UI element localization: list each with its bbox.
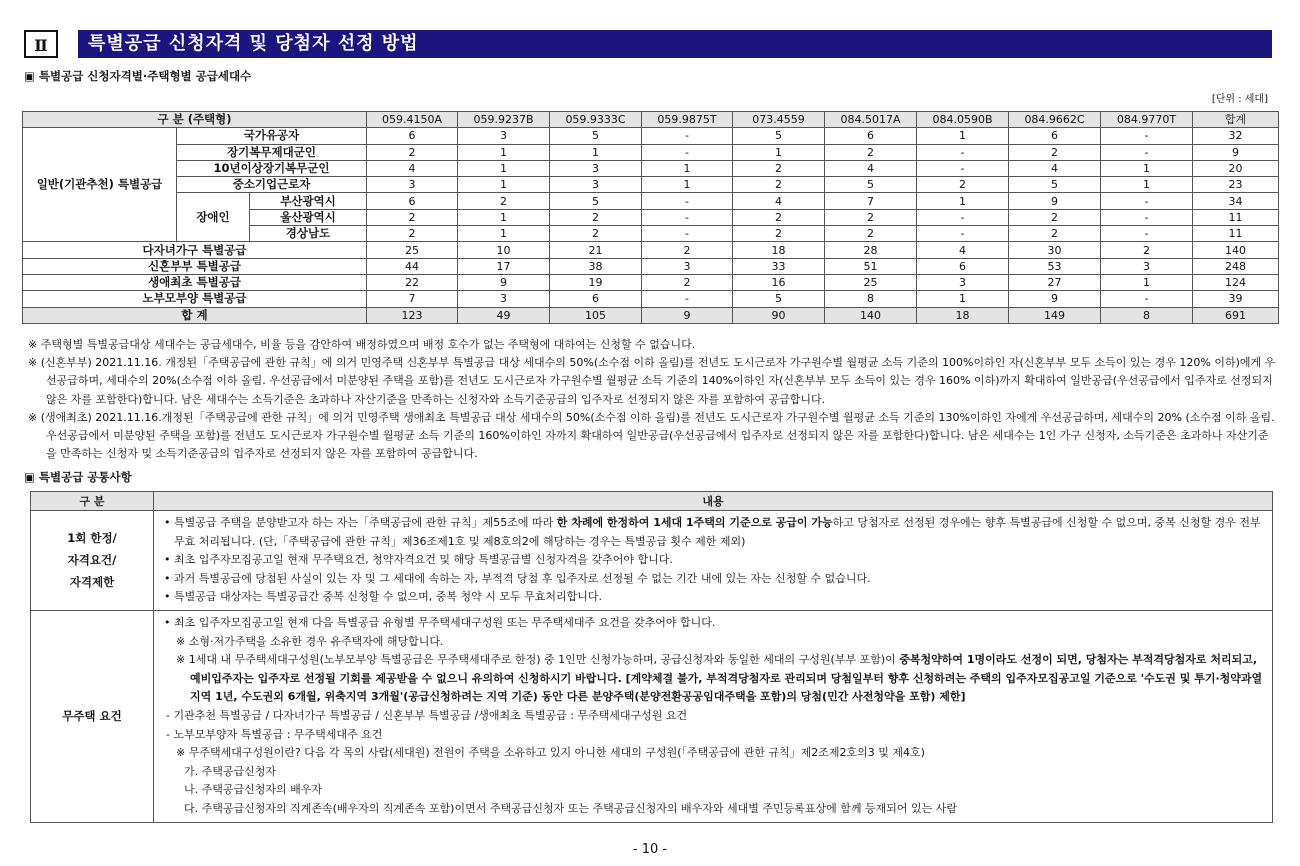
cell: - [917,144,1009,160]
section-header [24,30,1272,60]
row-content [154,511,1273,611]
cell: 2 [733,226,825,242]
row-label: 중소기업근로자 [177,177,367,193]
row-label: 10년이상장기복무군인 [177,160,367,176]
cell: 3 [458,291,550,307]
cell: - [917,209,1009,225]
table-row [23,128,1279,144]
row-total: 20 [1193,160,1279,176]
type-header: 059.9875T [642,112,733,128]
cell: 6 [917,258,1009,274]
cell: 53 [1009,258,1101,274]
cell: 2 [550,209,642,225]
cell: 5 [733,291,825,307]
cell: - [917,160,1009,176]
cell: 105 [550,307,642,323]
cell: 9 [642,307,733,323]
note-item: ※ (신혼부부) 2021.11.16. 개정된「주택공급에 관한 규칙」에 의거 민영주택 신혼부부 특별공급 대상 세대수의 50%(소수점 이하 올림)를 전년도 도시근로자 가구원수별 월평균 소득 기준의 100%이하인 자(신혼부부 모두 소득이 있는 경우 120% 이하)에게 우선공급하며, 세대수의 20%(소수점 이하 올림. 우선공급에서 미분양된 주택을 포함)를 전년도 도시근로자 가구원수별 월평균 소득 기준의 140%이하인 자(신혼부부 모두 소득이 있는 경우 160% 이하)까지 확대하여 일반공급(우선공급에서 입주자로 선정되지 않은 자를 포함한다)합니다. 남은 세대수는 소득기준은 초과하나 자산기준을 만족하는 신청자와 소득기준공급의 입주자로 선정되지 않은 자를 포함하여 공급합니다. [28,356,1276,406]
cell: 3 [550,177,642,193]
row-total: 11 [1193,226,1279,242]
table-row [23,258,1279,274]
row-total: 23 [1193,177,1279,193]
cell: 1 [917,193,1009,209]
row-total: 32 [1193,128,1279,144]
row-total: 140 [1193,242,1279,258]
cell: 30 [1009,242,1101,258]
row-label: 장기복무제대군인 [177,144,367,160]
row-total: 9 [1193,144,1279,160]
cell: 1 [550,144,642,160]
cell: - [642,144,733,160]
cell: 6 [550,291,642,307]
type-header: 084.9770T [1101,112,1193,128]
cell: 25 [367,242,458,258]
row-total: 39 [1193,291,1279,307]
cell: - [642,209,733,225]
cell: 2 [642,242,733,258]
table-row [23,177,1279,193]
label-line: 자격요건/ [67,553,117,568]
content-line: - 노부모부양자 특별공급 : 무주택세대주 요건 [166,727,383,741]
cell: 51 [825,258,917,274]
cell: 4 [733,193,825,209]
cell: - [1101,226,1193,242]
table-row [23,291,1279,307]
cell: 5 [1009,177,1101,193]
type-header: 084.0590B [917,112,1009,128]
cell: 1 [917,128,1009,144]
subheading-common: ▣ 특별공급 공통사항 [24,470,132,484]
cell: 8 [1101,307,1193,323]
cell: 3 [642,258,733,274]
cell: 28 [825,242,917,258]
row-total: 34 [1193,193,1279,209]
disabled-group-label: 장애인 [177,193,250,242]
cell: 8 [825,291,917,307]
cell: 3 [458,128,550,144]
row-label: 다자녀가구 특별공급 [23,242,367,258]
table-row [31,511,1273,611]
unit-label: [단위 : 세대] [1211,94,1268,105]
row-total: 248 [1193,258,1279,274]
content-line [160,651,1264,707]
common-table [30,491,1273,823]
row-content [154,610,1273,822]
emphasis: 중복청약하여 1명이라도 선정이 되면, 당첨자는 부적격당첨자로 처리되고, 예비입주자는 입주자로 선정될 기회를 제공받을 수 없으니 유의하여 신청하시기 바랍니다. [계약체결 불가, 부적격당첨자로 관리되며 당첨일부터 향후 신청하려는 주택의 입주자모집공고일 기준으로 '수도권 및 투기·청약과열지역 1년, 수도권외 6개월, 위축지역 3개월'(공급신청하려는 지역 기준) 동안 다른 분양주택(분양전환공공임대주택을 포함)의 당첨(민간 사전청약을 포함) 제한] [190,653,1263,704]
cell: 149 [1009,307,1101,323]
row-total: 691 [1193,307,1279,323]
total-header: 합계 [1193,112,1279,128]
cell: 6 [367,193,458,209]
type-header: 059.4150A [367,112,458,128]
cell: 22 [367,274,458,290]
cell: 44 [367,258,458,274]
section-title: 특별공급 신청자격 및 당첨자 선정 방법 [78,30,1272,58]
cell: 2 [458,193,550,209]
cell: 9 [1009,193,1101,209]
content-line: 나. 주택공급신청자의 배우자 [184,783,323,797]
section-number: Ⅱ [24,30,58,58]
row-label: 신혼부부 특별공급 [23,258,367,274]
cell: - [1101,209,1193,225]
row-label: 부산광역시 [250,193,367,209]
type-header: 084.5017A [825,112,917,128]
cell: 3 [550,160,642,176]
cell: 4 [1009,160,1101,176]
cell: 1 [458,209,550,225]
row-label: 무주택 요건 [31,610,154,822]
cell: - [642,226,733,242]
row-label: 합 계 [23,307,367,323]
cell: 2 [733,209,825,225]
cell: - [642,291,733,307]
row-label: 국가유공자 [177,128,367,144]
cell: - [1101,291,1193,307]
row-label: 생애최초 특별공급 [23,274,367,290]
row-label: 노부모부양 특별공급 [23,291,367,307]
content-line: 다. 주택공급신청자의 직계존속(배우자의 직계존속 포함)이면서 주택공급신청자 또는 주택공급신청자의 배우자와 세대별 주민등록표상에 함께 등재되어 있는 사람 [184,801,957,815]
cell: 7 [367,291,458,307]
cell: - [642,193,733,209]
cell: 1 [458,160,550,176]
table-header-row [31,492,1273,511]
row-total: 124 [1193,274,1279,290]
text: 하고 당첨자로 선정된 경우에는 향후 특별공급에 신청할 수 없으며, 중복 신청할 경우 전부 무효 처리됩니다. (단,「주택공급에 관한 규칙」제36조제1호 및 제8호의2에 해당하는 경우는 특별공급 횟수 제한 제외) [174,516,1261,548]
cell: 6 [1009,128,1101,144]
cell: - [1101,193,1193,209]
cell: 2 [367,144,458,160]
content-line: • 과거 특별공급에 당첨된 사실이 있는 자 및 그 세대에 속하는 자, 부적격 당첨 후 입주자로 선정될 수 없는 기간 내에 있는 자는 신청할 수 없습니다. [164,571,871,585]
table-row [23,160,1279,176]
table-header-row [23,112,1279,128]
table-total-row [23,307,1279,323]
cell: 33 [733,258,825,274]
cell: 5 [550,128,642,144]
cell: 25 [825,274,917,290]
cell: 4 [825,160,917,176]
row-label: 울산광역시 [250,209,367,225]
cell: 1 [1101,274,1193,290]
table-row [23,193,1279,209]
content-line: • 특별공급 대상자는 특별공급간 중복 신청할 수 없으며, 중복 청약 시 모두 무효처리합니다. [164,590,602,604]
cell: 1 [458,177,550,193]
cell: 7 [825,193,917,209]
text: • 특별공급 주택을 분양받고자 하는 자는「주택공급에 관한 규칙」제55조에 따라 [164,516,557,529]
cell: 3 [367,177,458,193]
cell: 9 [458,274,550,290]
header-label: 구 분 (주택형) [23,112,367,128]
page-number: - 10 - [632,842,668,857]
cell: 2 [1101,242,1193,258]
cell: 1 [1101,177,1193,193]
cell: - [1101,128,1193,144]
cell: 1 [1101,160,1193,176]
content-line: 가. 주택공급신청자 [184,764,277,778]
note-item: ※ 주택형별 특별공급대상 세대수는 공급세대수, 비율 등을 감안하여 배정하였으며 배정 호수가 없는 주택형에 대하여는 신청할 수 없습니다. [28,338,696,351]
col-header: 구 분 [31,492,154,511]
cell: 5 [733,128,825,144]
cell: 3 [917,274,1009,290]
label-line: 자격제한 [69,575,115,590]
cell: 2 [917,177,1009,193]
cell: 2 [550,226,642,242]
cell: 2 [825,209,917,225]
cell: 1 [642,160,733,176]
row-total: 11 [1193,209,1279,225]
notes [28,336,1278,463]
content-line: ※ 무주택세대구성원이란? 다음 각 목의 사람(세대원) 전원이 주택을 소유하고 있지 아니한 세대의 구성원(「주택공급에 관한 규칙」제2조제2호의3 및 제4호) [176,746,925,760]
type-header: 084.9662C [1009,112,1101,128]
general-group-label: 일반(기관추천) 특별공급 [23,128,177,242]
cell: 5 [550,193,642,209]
cell: 2 [825,144,917,160]
text: ※ 1세대 내 무주택세대구성원(노부모부양 특별공급은 무주택세대주로 한정) 중 1인만 신청가능하며, 공급신청자와 동일한 세대의 구성원(부부 포함)이 [176,653,900,667]
content-line: ※ 소형·저가주택을 소유한 경우 유주택자에 해당합니다. [176,634,444,648]
cell: 1 [733,144,825,160]
cell: 6 [825,128,917,144]
cell: 2 [733,160,825,176]
cell: 5 [825,177,917,193]
type-header: 059.9333C [550,112,642,128]
cell: 19 [550,274,642,290]
cell: 2 [367,226,458,242]
content-line: - 기관추천 특별공급 / 다자녀가구 특별공급 / 신혼부부 특별공급 /생애최초 특별공급 : 무주택세대구성원 요건 [166,708,688,722]
table-row [23,144,1279,160]
cell: 3 [1101,258,1193,274]
content-line [160,514,1264,551]
cell: 1 [642,177,733,193]
cell: 2 [825,226,917,242]
cell: 2 [367,209,458,225]
cell: - [642,128,733,144]
table-row [31,610,1273,822]
note-item: ※ (생애최초) 2021.11.16.개정된「주택공급에 관한 규칙」에 의거 민영주택 생애최초 특별공급 대상 세대수의 50%(소수점 이하 올림)를 전년도 도시근로자 가구원수별 월평균 소득 기준의 130%이하인 자에게 우선공급하며, 세대수의 20% (소수점 이하 올림. 우선공급에서 미분양된 주택을 포함)를 전년도 도시근로자 가구원수별 월평균 소득 기준의 160%이하인 자까지 확대하여 일반공급(우선공급에서 입주자로 선정되지 않은 자를 포함한다)합니다. 남은 세대수는 1인 가구 신청자, 소득기준은 초과하나 자산기준을 만족하는 신청자 및 소득기준공급의 입주자로 선정되지 않은 자를 포함하여 공급합니다. [28,410,1275,461]
cell: 123 [367,307,458,323]
table-row [23,274,1279,290]
row-label: 경상남도 [250,226,367,242]
col-header: 내용 [154,492,1273,511]
cell: 2 [1009,209,1101,225]
cell: 10 [458,242,550,258]
table-row [23,242,1279,258]
cell: 140 [825,307,917,323]
cell: - [1101,144,1193,160]
cell: 2 [733,177,825,193]
cell: 1 [458,226,550,242]
cell: 27 [1009,274,1101,290]
label-line: 1회 한정/ [67,531,117,546]
cell: 4 [917,242,1009,258]
subheading-supply: ▣ 특별공급 신청자격별·주택형별 공급세대수 [24,69,252,83]
cell: 9 [1009,291,1101,307]
cell: 4 [367,160,458,176]
cell: 2 [642,274,733,290]
emphasis: 한 차례에 한정하여 1세대 1주택의 기준으로 공급이 가능 [556,516,833,529]
row-label [31,511,154,611]
cell: 18 [917,307,1009,323]
cell: 18 [733,242,825,258]
content-line: • 최초 입주자모집공고일 현재 다음 특별공급 유형별 무주택세대구성원 또는 무주택세대주 요건을 갖추어야 합니다. [164,615,716,629]
content-line: • 최초 입주자모집공고일 현재 무주택요건, 청약자격요건 및 해당 특별공급별 신청자격을 갖추어야 합니다. [164,553,673,567]
type-header: 059.9237B [458,112,550,128]
cell: 49 [458,307,550,323]
type-header: 073.4559 [733,112,825,128]
cell: 21 [550,242,642,258]
cell: 2 [1009,144,1101,160]
cell: 38 [550,258,642,274]
cell: 17 [458,258,550,274]
cell: 16 [733,274,825,290]
cell: 2 [1009,226,1101,242]
cell: 90 [733,307,825,323]
supply-table [22,111,1279,324]
cell: 1 [458,144,550,160]
cell: - [917,226,1009,242]
cell: 1 [917,291,1009,307]
cell: 6 [367,128,458,144]
